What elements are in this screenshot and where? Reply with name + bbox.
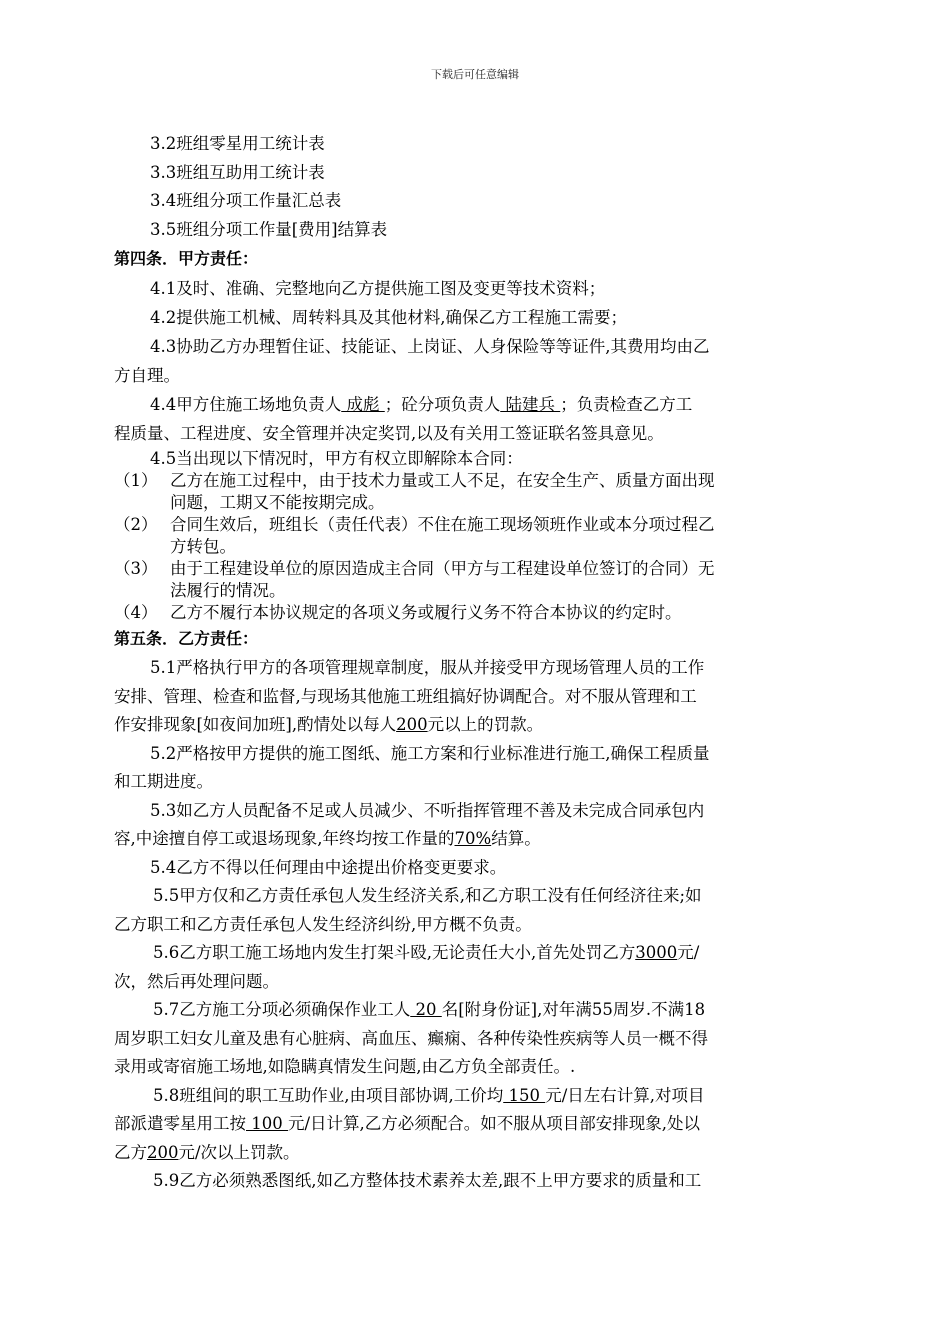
clause-5-8-line-2: 部派遣零星用工按 100 元/日计算,乙方必须配合。如不服从项目部安排现象,处以: [114, 1114, 701, 1133]
header-note: 下载后可任意编辑: [431, 68, 519, 81]
list-item: 3.2班组零星用工统计表: [150, 134, 325, 153]
list-item: （3） 由于工程建设单位的原因造成主合同（甲方与工程建设单位签订的合同）无 法履行的情况。: [114, 559, 715, 600]
clause-4-1: 4.1及时、准确、完整地向乙方提供施工图及变更等技术资料；: [150, 279, 606, 298]
clause-5-6-line-2: 次，然后再处理问题。: [114, 971, 279, 991]
list-item: （1） 乙方在施工过程中，由于技术力量或工人不足，在安全生产、质量方面出现 问题，工期又不能按期完成。: [114, 471, 715, 512]
clause-5-1-line-3: 作安排现象[如夜间加班],酌情处以每人200元以上的罚款。: [114, 715, 544, 734]
clause-5-3-line-1: 5.3如乙方人员配备不足或人员减少、不听指挥管理不善及未完成合同承包内: [150, 800, 705, 820]
clause-5-6-line-1: 5.6乙方职工施工场地内发生打架斗殴,无论责任大小,首先处罚乙方3000元/: [153, 943, 700, 962]
clause-5-7-line-2: 周岁职工妇女儿童及患有心脏病、高血压、癫痫、各种传染性疾病等人员一概不得: [114, 1028, 708, 1048]
clause-5-5-line-1: 5.5甲方仅和乙方责任承包人发生经济关系,和乙方职工没有任何经济往来;如: [153, 886, 702, 905]
section-5-heading: 第五条．乙方责任：: [114, 629, 259, 648]
list-item: （4） 乙方不履行本协议规定的各项义务或履行义务不符合本协议的约定时。: [114, 603, 682, 622]
concrete-manager-name: 陆建兵: [500, 395, 561, 414]
clause-5-1-line-1: 5.1严格执行甲方的各项管理规章制度，服从并接受甲方现场管理人员的工作: [150, 658, 705, 677]
clause-4-3-line-2: 方自理。: [114, 366, 180, 385]
list-number: （4）: [114, 603, 158, 622]
list-number: （3）: [114, 559, 158, 578]
section-3-list: [114, 130, 814, 244]
clause-5-5-line-2: 乙方职工和乙方责任承包人发生经济纠纷,甲方概不负责。: [114, 914, 532, 934]
section-5-body: [114, 654, 814, 1196]
list-number: （1）: [114, 471, 158, 490]
clause-4-5: 4.5当出现以下情况时，甲方有权立即解除本合同：: [150, 449, 523, 468]
clause-5-1-line-2: 安排、管理、检查和监督,与现场其他施工班组搞好协调配合。对不服从管理和工: [114, 686, 697, 706]
clause-5-7-line-3: 录用或寄宿施工场地,如隐瞒真情发生问题,由乙方负全部责任。.: [114, 1057, 576, 1076]
clause-5-9-line-1: 5.9乙方必须熟悉图纸,如乙方整体技术素养太差,跟不上甲方要求的质量和工: [153, 1171, 702, 1190]
list-number: （2）: [114, 515, 158, 534]
section-4-heading: 第四条．甲方责任：: [114, 249, 259, 268]
list-item: 3.3班组互助用工统计表: [150, 162, 325, 182]
clause-5-3-line-2: 容,中途擅自停工或退场现象,年终均按工作量的70%结算。: [114, 829, 541, 848]
clause-4-4-line-1: 4.4甲方住施工场地负责人 成彪 ；砼分项负责人 陆建兵 ；负责检查乙方工: [150, 395, 693, 414]
clause-5-8-line-1: 5.8班组间的职工互助作业,由项目部协调,工价均 150 元/日左右计算,对项目: [153, 1085, 705, 1105]
clause-5-2-line-1: 5.2严格按甲方提供的施工图纸、施工方案和行业标准进行施工,确保工程质量: [150, 743, 710, 763]
clause-5-4: 5.4乙方不得以任何理由中途提出价格变更要求。: [150, 857, 507, 877]
clause-5-2-line-2: 和工期进度。: [114, 772, 213, 791]
clause-4-2: 4.2提供施工机械、周转料具及其他材料,确保乙方工程施工需要；: [150, 308, 627, 327]
list-item: 3.5班组分项工作量[费用]结算表: [150, 219, 388, 239]
section-4-5-block: [114, 448, 814, 624]
contract-body: [114, 130, 814, 1196]
site-manager-name: 成彪: [341, 395, 385, 414]
clause-4-4-line-2: 程质量、工程进度、安全管理并决定奖罚,以及有关用工签证联名签具意见。: [114, 424, 664, 443]
list-item: （2） 合同生效后，班组长（责任代表）不住在施工现场领班作业或本分项过程乙 方转包。: [114, 515, 715, 556]
list-item: 3.4班组分项工作量汇总表: [150, 191, 342, 210]
clause-5-7-line-1: 5.7乙方施工分项必须确保作业工人 20 名[附身份证],对年满55周岁.不满18: [153, 1000, 706, 1019]
clause-4-3-line-1: 4.3协助乙方办理暂住证、技能证、上岗证、人身保险等等证件,其费用均由乙: [150, 337, 710, 356]
section-4-body: [114, 274, 814, 448]
clause-5-8-line-3: 乙方200元/次以上罚款。: [114, 1142, 300, 1162]
